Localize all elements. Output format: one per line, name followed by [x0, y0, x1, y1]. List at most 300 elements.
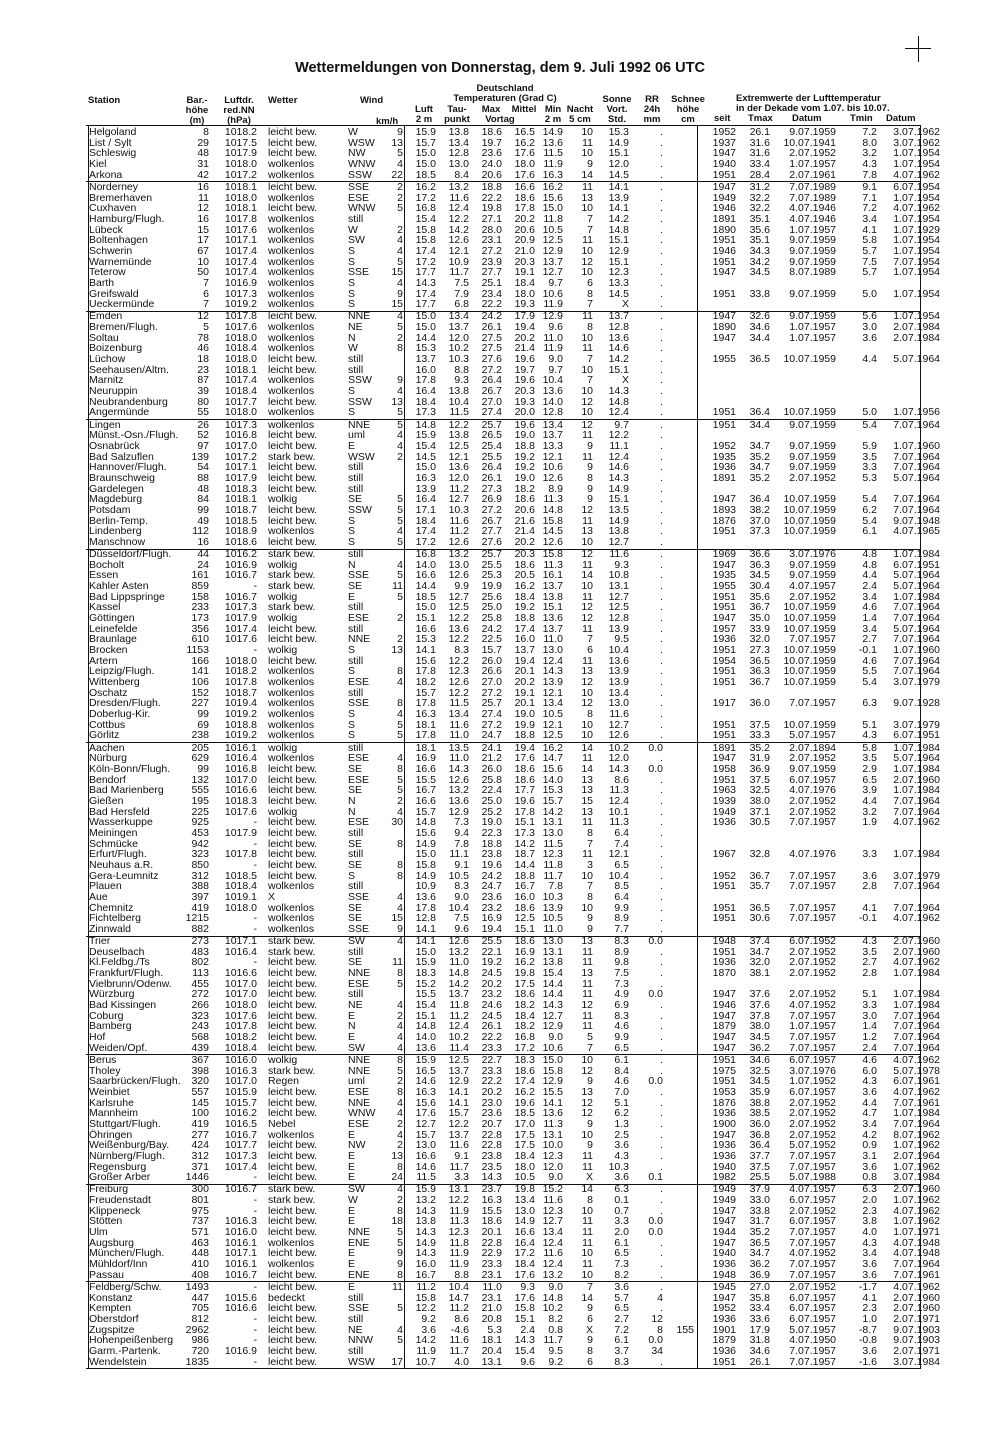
cell-min-temp: 11.5: [543, 837, 563, 850]
header-height: Bar.- höhe (m): [185, 95, 209, 126]
cell-air-temp: 16.7: [415, 1268, 436, 1281]
cell-min-temp: 11.0: [543, 633, 563, 646]
cell-tmax-date: 7.07.1957: [789, 1009, 836, 1022]
cell-max-temp: 24.5: [481, 967, 502, 980]
cell-tmin: 3.5: [862, 450, 877, 463]
cell-air-temp: 17.7: [415, 266, 436, 279]
cell-pressure: 1016.4: [224, 752, 257, 765]
cell-dewpoint: 12.8: [448, 147, 469, 160]
cell-height: 312: [191, 869, 209, 882]
cell-tmin: 2.9: [862, 762, 877, 775]
cell-weather: leicht bew.: [268, 1281, 318, 1294]
cell-sunshine: 14.5: [608, 287, 629, 300]
cell-wind-dir: N: [348, 1020, 356, 1033]
cell-height: 48: [197, 147, 209, 160]
cell-dewpoint: 3.3: [454, 1171, 469, 1184]
cell-station: München/Flugh.: [89, 1247, 165, 1260]
cell-air-temp: 18.1: [415, 741, 436, 754]
cell-air-temp: 18.5: [415, 168, 436, 181]
cell-night-temp: 8: [587, 471, 593, 484]
cell-tmax: 36.8: [749, 1128, 770, 1141]
cell-station: Görlitz: [89, 729, 120, 742]
cell-height: 571: [191, 1226, 209, 1239]
cell-tmin: 4.1: [862, 1291, 877, 1304]
cell-tmax-date: 2.07.1952: [789, 147, 836, 160]
cell-wind-dir: still: [348, 1344, 364, 1357]
cell-dewpoint: 11.6: [449, 191, 469, 204]
cell-sunshine: 7.4: [614, 837, 629, 850]
cell-tmin-date: 4.07.1962: [893, 1204, 940, 1217]
cell-air-temp: 13.6: [415, 1041, 436, 1054]
cell-station: Großer Arber: [89, 1171, 151, 1184]
header-decade: in der Dekade vom 1.07. bis 10.07.: [736, 103, 890, 114]
cell-tmax: 37.5: [749, 773, 770, 786]
cell-wind-speed: 8: [397, 1268, 403, 1281]
cell-night-temp: 9: [587, 1302, 593, 1315]
cell-night-temp: 7: [587, 1281, 593, 1294]
cell-mean-temp: 9.6: [520, 1355, 535, 1368]
cell-pressure: -: [253, 1334, 257, 1347]
cell-air-temp: 12.2: [415, 1302, 436, 1315]
cell-tmax: 34.7: [749, 461, 770, 474]
cell-tmin: 3.6: [862, 869, 877, 882]
cell-tmin-date: 1.07.1984: [893, 988, 940, 1001]
cell-night-temp: 11: [582, 429, 593, 442]
cell-min-temp: 14.7: [542, 752, 563, 765]
cell-precipitation: .: [660, 848, 663, 861]
cell-night-temp: 9: [587, 1117, 593, 1130]
cell-tmax: 32.0: [749, 956, 770, 969]
cell-pressure: 1017.0: [224, 773, 257, 786]
cell-max-temp: 19.7: [481, 136, 502, 149]
cell-dewpoint: 10.9: [448, 255, 469, 268]
cell-night-temp: 7: [587, 353, 593, 366]
cell-mean-temp: 16.6: [514, 1226, 535, 1239]
cell-precipitation: .: [660, 1204, 663, 1217]
cell-tmin-date: 1.07.1956: [893, 406, 940, 419]
cell-tmax: 26.1: [749, 126, 770, 138]
cell-air-temp: 16.8: [415, 202, 436, 215]
cell-max-temp: 26.0: [481, 762, 502, 775]
cell-pressure: 1017.3: [224, 1149, 257, 1162]
cell-tmax-date: 4.07.1952: [789, 1247, 836, 1260]
cell-weather: leicht bew.: [268, 353, 318, 366]
cell-weather: wolkenlos: [268, 525, 315, 538]
cell-height: 42: [197, 168, 209, 181]
cell-height: 80: [197, 395, 209, 408]
cell-night-temp: 10: [581, 535, 593, 548]
cell-pressure: 1017.6: [224, 805, 257, 818]
cell-dewpoint: 9.0: [454, 890, 469, 903]
cell-tmax: 36.2: [749, 1258, 770, 1271]
cell-tmin-date: 1.07.1984: [893, 548, 940, 561]
cell-weather: Regen: [268, 1075, 299, 1088]
cell-weather: leicht bew.: [268, 1096, 318, 1109]
cell-tmax-date: 10.07.1959: [783, 718, 836, 731]
cell-station: Weiden/Opf.: [89, 1041, 148, 1054]
cell-max-temp: 19.0: [481, 816, 502, 829]
cell-weather: wolkenlos: [268, 676, 315, 689]
cell-since-year: 1951: [712, 676, 736, 689]
cell-max-temp: 23.2: [481, 988, 502, 1001]
cell-sunshine: 12.8: [608, 612, 629, 625]
cell-wind-speed: 2: [397, 1194, 403, 1207]
cell-station: Potsdam: [89, 503, 131, 516]
cell-night-temp: 10: [581, 729, 593, 742]
cell-station: Hamburg/Flugh.: [89, 212, 165, 225]
cell-max-temp: 13.1: [481, 1355, 502, 1368]
cell-pressure: 1018.2: [224, 126, 257, 138]
cell-tmin-date: 9.07.1903: [893, 1323, 940, 1336]
cell-wind-speed: 9: [397, 374, 403, 387]
cell-sunshine: 8.9: [614, 912, 629, 925]
cell-pressure: -: [253, 922, 257, 935]
cell-precipitation: .: [660, 718, 663, 731]
cell-max-temp: 23.8: [481, 1149, 502, 1162]
cell-mean-temp: 19.1: [514, 686, 535, 699]
cell-wind-speed: 4: [397, 999, 403, 1012]
cell-tmin-date: 1.07.1954: [893, 287, 940, 300]
cell-tmin: 0.9: [862, 1139, 877, 1152]
cell-station: Essen: [89, 569, 119, 582]
cell-since-year: 1951: [712, 168, 736, 181]
cell-precipitation: .: [660, 708, 663, 721]
cell-air-temp: 13.0: [415, 1139, 436, 1152]
cell-air-temp: 17.7: [415, 298, 436, 311]
cell-dewpoint: 13.7: [448, 1064, 469, 1077]
cell-tmax: 36.7: [749, 869, 770, 882]
cell-sunshine: 12.7: [608, 535, 629, 548]
cell-tmin-date: 7.07.1964: [893, 654, 940, 667]
cell-wind-speed: 5: [397, 535, 403, 548]
cell-wind-dir: NW: [348, 1139, 366, 1152]
cell-tmin: 4.3: [862, 1236, 877, 1249]
cell-mean-temp: 17.4: [514, 1075, 535, 1088]
cell-wind-speed: 5: [397, 514, 403, 527]
cell-station: Bocholt: [89, 558, 125, 571]
cell-max-temp: 23.9: [481, 255, 502, 268]
cell-since-year: 1939: [712, 794, 736, 807]
cell-since-year: 1954: [712, 654, 736, 667]
cell-night-temp: 14: [581, 168, 593, 181]
cell-mean-temp: 16.4: [514, 1236, 535, 1249]
cell-tmin-date: 3.07.1979: [893, 676, 940, 689]
cell-weather: wolkenlos: [268, 168, 315, 181]
cell-precipitation: .: [660, 569, 663, 582]
cell-weather: leicht bew.: [268, 1226, 318, 1239]
cell-dewpoint: 13.7: [448, 1128, 469, 1141]
cell-pressure: 1016.3: [224, 1215, 257, 1228]
cell-night-temp: 11: [582, 1236, 593, 1249]
cell-night-temp: X: [585, 1323, 593, 1336]
cell-night-temp: 8: [587, 826, 593, 839]
cell-sunshine: 6.3: [614, 1183, 629, 1196]
cell-tmin: 2.7: [862, 633, 877, 646]
cell-min-temp: 8.2: [548, 1313, 563, 1325]
cell-weather: wolkenlos: [268, 212, 315, 225]
cell-dewpoint: 12.1: [448, 450, 469, 463]
cell-max-temp: 23.5: [481, 1160, 502, 1173]
cell-pressure: 1018.0: [224, 331, 257, 344]
cell-min-temp: 14.4: [542, 988, 563, 1001]
cell-max-temp: 24.6: [481, 999, 502, 1012]
cell-sunshine: 6.1: [614, 1334, 629, 1347]
cell-night-temp: 10: [581, 1053, 593, 1066]
cell-pressure: -: [253, 1323, 257, 1336]
cell-max-temp: 21.0: [481, 1302, 502, 1315]
cell-pressure: 1018.5: [224, 869, 257, 882]
cell-air-temp: 15.5: [415, 988, 436, 1001]
cell-tmin-date: 6.07.1951: [893, 558, 940, 571]
cell-wind-dir: E: [348, 1009, 356, 1022]
cell-dewpoint: 12.2: [448, 418, 469, 431]
cell-night-temp: 10: [581, 202, 593, 215]
cell-precipitation: .: [660, 287, 663, 300]
cell-tmin-date: 2.07.1971: [893, 1344, 940, 1357]
cell-wind-dir: S: [348, 298, 356, 311]
cell-night-temp: 10: [581, 901, 593, 914]
cell-weather: leicht bew.: [268, 1247, 318, 1260]
cell-pressure: 1017.4: [224, 622, 257, 635]
cell-max-temp: 20.7: [481, 1117, 502, 1130]
cell-air-temp: 14.6: [415, 1160, 436, 1173]
cell-dewpoint: 9.3: [454, 374, 469, 387]
cell-night-temp: 8: [587, 287, 593, 300]
cell-precipitation: .: [660, 1149, 663, 1162]
cell-wind-speed: 2: [397, 191, 403, 204]
cell-wind-dir: S: [348, 287, 356, 300]
cell-dewpoint: 6.8: [454, 298, 469, 311]
cell-tmax: 37.0: [749, 514, 770, 527]
cell-wind-speed: 8: [397, 342, 403, 355]
cell-wind-dir: ESE: [348, 816, 370, 829]
cell-dewpoint: 12.6: [448, 535, 469, 548]
cell-max-temp: 25.7: [481, 697, 502, 710]
cell-tmin: 3.6: [862, 1268, 877, 1281]
cell-dewpoint: 11.2: [449, 1302, 469, 1315]
cell-dewpoint: 10.4: [448, 395, 469, 408]
cell-station: Weißenburg/Bay.: [89, 1139, 170, 1152]
cell-dewpoint: 11.9: [449, 1258, 469, 1271]
cell-min-temp: 15.1: [542, 601, 563, 614]
cell-since-year: 1940: [712, 1160, 736, 1173]
cell-since-year: 1947: [712, 1009, 736, 1022]
cell-wind-dir: SW: [348, 1183, 365, 1196]
cell-precipitation: .: [660, 191, 663, 204]
cell-max-temp: 25.5: [481, 450, 502, 463]
cell-tmin: 3.3: [862, 461, 877, 474]
cell-wind-dir: still: [348, 548, 364, 561]
cell-tmin: 6.3: [862, 697, 877, 710]
cell-weather: leicht bew.: [268, 535, 318, 548]
cell-min-temp: 0.8: [548, 1323, 563, 1336]
cell-max-temp: 20.1: [481, 1226, 502, 1239]
cell-mean-temp: 21.0: [514, 244, 535, 257]
cell-max-temp: 24.7: [481, 880, 502, 893]
cell-tmax: 34.6: [749, 1053, 770, 1066]
cell-tmax-date: 9.07.1959: [789, 762, 836, 775]
cell-sunshine: 15.1: [608, 363, 629, 376]
cell-wind-speed: 15: [391, 912, 403, 925]
cell-dewpoint: 13.0: [448, 157, 469, 170]
cell-tmin-date: 5.07.1964: [893, 580, 940, 593]
cell-tmax-date: 7.07.1957: [789, 697, 836, 710]
cell-tmax-date: 9.07.1959: [789, 418, 836, 431]
cell-min-temp: 14.1: [542, 1096, 563, 1109]
cell-dewpoint: 8.4: [454, 168, 469, 181]
cell-tmin: 3.0: [862, 1009, 877, 1022]
cell-wind-speed: 8: [397, 837, 403, 850]
cell-dewpoint: 7.9: [454, 287, 469, 300]
cell-air-temp: 15.9: [415, 126, 436, 138]
cell-pressure: 1017.4: [224, 374, 257, 387]
cell-min-temp: 14.5: [542, 525, 563, 538]
cell-mean-temp: 19.2: [514, 450, 535, 463]
cell-min-temp: 11.8: [543, 858, 563, 871]
cell-tmin-date: 3.07.1984: [893, 1171, 940, 1184]
cell-weather: leicht bew.: [268, 956, 318, 969]
cell-weather: leicht bew.: [268, 1009, 318, 1022]
cell-station: Meiningen: [89, 826, 138, 839]
cell-tmin-date: 7.07.1964: [893, 1009, 940, 1022]
cell-wind-dir: SE: [348, 912, 363, 925]
cell-air-temp: 14.3: [415, 1204, 436, 1217]
cell-wind-dir: SSW: [348, 374, 372, 387]
cell-wind-speed: 22: [391, 168, 403, 181]
cell-wind-dir: S: [348, 255, 356, 268]
cell-since-year: 1947: [712, 147, 736, 160]
cell-height: 802: [191, 956, 209, 969]
cell-sunshine: 10.2: [608, 741, 629, 754]
cell-mean-temp: 18.8: [514, 612, 535, 625]
cell-since-year: 1952: [712, 439, 736, 452]
cell-max-temp: 22.8: [481, 1128, 502, 1141]
cell-precipitation: .: [660, 752, 663, 765]
cell-tmax: 36.2: [749, 1041, 770, 1054]
cell-since-year: 1935: [712, 450, 736, 463]
cell-tmax: 35.1: [749, 234, 770, 247]
cell-tmin: 5.3: [862, 471, 877, 484]
cell-wind-speed: 13: [391, 136, 403, 149]
cell-tmin: 4.3: [862, 1075, 877, 1088]
cell-tmax-date: 2.07.1952: [789, 752, 836, 765]
header-tmax: Tmax: [748, 113, 773, 124]
cell-precipitation: .: [660, 1160, 663, 1173]
cell-air-temp: 14.0: [415, 558, 436, 571]
cell-mean-temp: 19.6: [514, 1096, 535, 1109]
cell-night-temp: 6: [587, 644, 593, 657]
cell-min-temp: 15.3: [542, 784, 563, 797]
header-nacht: Nacht 5 cm: [566, 104, 594, 125]
cell-tmin-date: 3.07.1984: [893, 1355, 940, 1368]
cell-tmax-date: 10.07.1959: [783, 644, 836, 657]
cell-tmax: 38.0: [749, 794, 770, 807]
cell-sunshine: 12.0: [608, 157, 629, 170]
cell-sunshine: 13.6: [608, 331, 629, 344]
cell-height: 8: [203, 126, 209, 138]
cell-tmin-date: 7.07.1964: [893, 612, 940, 625]
cell-air-temp: 11.5: [416, 1171, 436, 1184]
cell-air-temp: 12.8: [415, 912, 436, 925]
cell-tmin: 3.6: [862, 331, 877, 344]
cell-precipitation: .: [660, 503, 663, 516]
cell-tmin-date: 2.07.1960: [893, 1183, 940, 1196]
cell-station: Marnitz: [89, 374, 124, 387]
cell-tmin: 4.1: [862, 223, 877, 236]
cell-pressure: 1017.2: [224, 168, 257, 181]
cell-tmin: 0.8: [862, 1171, 877, 1184]
cell-station: Tholey: [89, 1064, 121, 1077]
cell-mean-temp: 18.6: [514, 191, 535, 204]
cell-sunshine: 15.1: [608, 255, 629, 268]
cell-tmin-date: 1.07.1960: [893, 644, 940, 657]
cell-tmax: 34.5: [749, 1031, 770, 1044]
cell-air-temp: 17.4: [415, 525, 436, 538]
cell-tmin-date: 2.07.1964: [893, 1149, 940, 1162]
cell-night-temp: 9: [587, 461, 593, 474]
cell-dewpoint: 12.4: [448, 1020, 469, 1033]
cell-night-temp: 5: [587, 1031, 593, 1044]
cell-tmin-date: 7.07.1964: [893, 880, 940, 893]
cell-precipitation: 34: [651, 1344, 663, 1357]
cell-sunshine: 12.3: [608, 266, 629, 279]
cell-sunshine: 7.5: [614, 967, 629, 980]
cell-night-temp: 12: [581, 1064, 593, 1077]
cell-night-temp: 6: [587, 276, 593, 289]
cell-tmax-date: 3.07.1976: [789, 548, 836, 561]
cell-tmax: 35.1: [749, 212, 770, 225]
cell-min-temp: 13.9: [542, 676, 563, 689]
cell-tmax: 36.3: [749, 558, 770, 571]
cell-pressure: 1015.7: [224, 1096, 257, 1109]
cell-tmin-date: 1.07.1962: [893, 1215, 940, 1228]
cell-station: Seehausen/Altm.: [89, 363, 169, 376]
cell-station: Boizenburg: [89, 342, 143, 355]
cell-night-temp: 13: [581, 191, 593, 204]
cell-min-temp: 9.2: [548, 1355, 563, 1368]
cell-station: Schleswig: [89, 147, 137, 160]
cell-precipitation: .: [660, 773, 663, 786]
cell-mean-temp: 18.3: [514, 1053, 535, 1066]
cell-weather: leicht bew.: [268, 784, 318, 797]
cell-night-temp: 12: [581, 676, 593, 689]
cell-pressure: 1016.7: [224, 590, 257, 603]
cell-night-temp: 11: [582, 1020, 593, 1033]
cell-dewpoint: 14.1: [448, 1096, 469, 1109]
cell-precipitation: .: [660, 590, 663, 603]
cell-night-temp: 8: [587, 1344, 593, 1357]
cell-wind-speed: 5: [397, 784, 403, 797]
cell-station: Artern: [89, 654, 118, 667]
cell-min-temp: 13.4: [542, 697, 563, 710]
cell-wind-speed: 8: [397, 1204, 403, 1217]
cell-weather: wolkenlos: [268, 157, 315, 170]
cell-night-temp: 11: [582, 752, 593, 765]
cell-tmax: 27.0: [749, 1281, 770, 1294]
cell-mean-temp: 15.1: [514, 816, 535, 829]
cell-height: 67: [197, 244, 209, 257]
cell-mean-temp: 20.1: [514, 697, 535, 710]
cell-pressure: 1017.9: [224, 147, 257, 160]
cell-since-year: 1947: [712, 310, 736, 323]
cell-tmax: 32.5: [749, 1064, 770, 1077]
cell-min-temp: 16.1: [542, 569, 563, 582]
cell-tmax-date: 2.07.1952: [789, 967, 836, 980]
cell-tmin: 2.8: [862, 967, 877, 980]
cell-tmax-date: 6.07.1957: [789, 1291, 836, 1304]
cell-wind-dir: E: [348, 1171, 356, 1184]
cell-pressure: 1016.8: [224, 762, 257, 775]
